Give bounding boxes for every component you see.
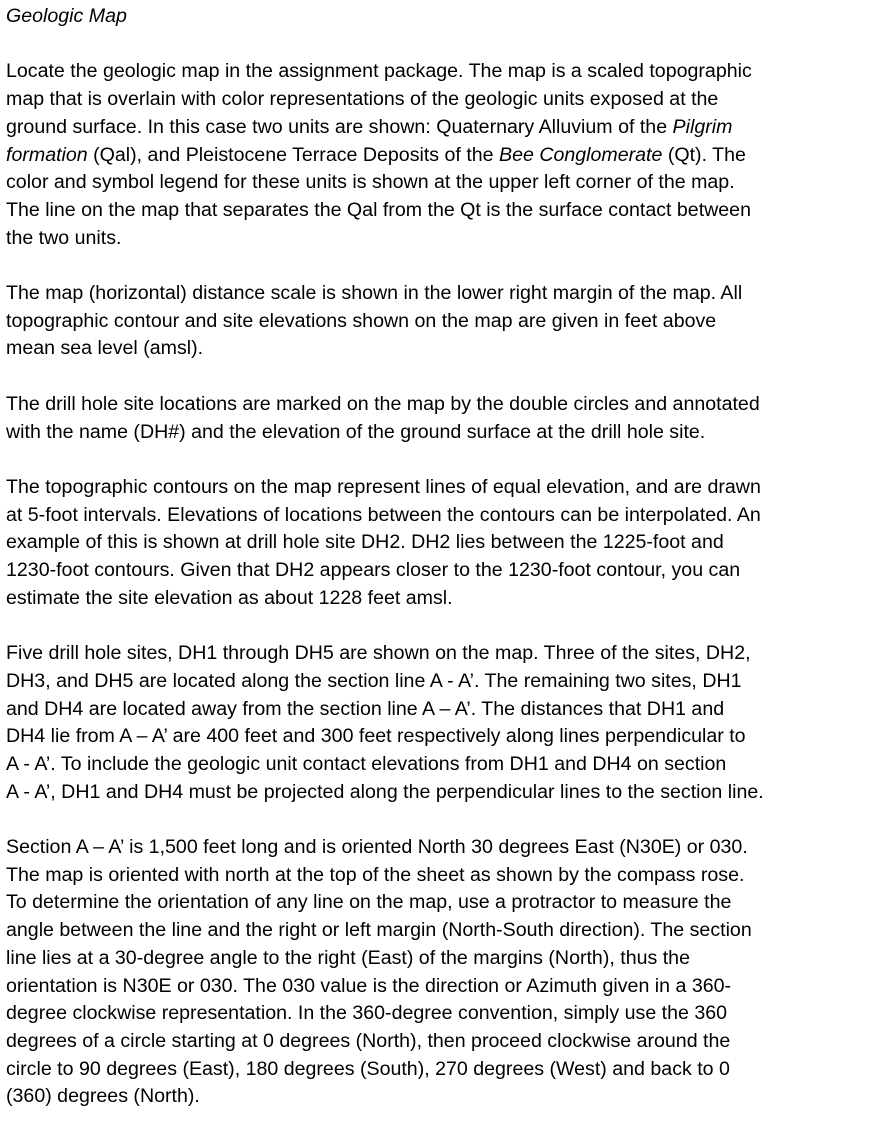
text-line: with the name (DH#) and the elevation of the ground surface at the drill hole site. [6,420,706,443]
text-line: The map is oriented with north at the top of the sheet as shown by the compass rose. [6,863,745,886]
text-line: The drill hole site locations are marked on the map by the double circles and annotated [6,392,760,415]
text-line [6,142,890,170]
text-line: mean sea level (amsl). [6,337,204,360]
formation-name-bee-conglomerate: Bee Conglomerate [499,143,663,166]
paragraph-drill-hole-projection [6,640,890,806]
text-line: A - A’, DH1 and DH4 must be projected along the perpendicular lines to the section line. [6,780,764,803]
text-run: (Qal), and Pleistocene Terrace Deposits of the [87,143,500,166]
text-line: map that is overlain with color representations of the geologic units exposed at the [6,88,719,111]
text-line: angle between the line and the right or left margin (North-South direction). The section [6,919,752,942]
text-line: Locate the geologic map in the assignment package. The map is a scaled topographic [6,60,752,83]
text-line: circle to 90 degrees (East), 180 degrees (South), 270 degrees (West) and back to 0 [6,1057,730,1080]
paragraph-geologic-units [6,58,890,252]
text-line: at 5-foot intervals. Elevations of locations between the contours can be interpolated. An [6,503,761,526]
text-line: topographic contour and site elevations shown on the map are given in feet above [6,309,717,332]
text-line: line lies at a 30-degree angle to the right (East) of the margins (North), thus the [6,946,690,969]
text-line: color and symbol legend for these units is shown at the upper left corner of the map. [6,171,735,194]
paragraph-topographic-contours [6,474,890,613]
text-line: The map (horizontal) distance scale is shown in the lower right margin of the map. All [6,282,743,304]
text-line: estimate the site elevation as about 1228 feet amsl. [6,586,453,609]
text-line: Five drill hole sites, DH1 through DH5 are shown on the map. Three of the sites, DH2, [6,642,751,665]
formation-word: formation [6,143,88,166]
text-line: and DH4 are located away from the section line A – A’. The distances that DH1 and [6,697,725,720]
text-line: degrees of a circle starting at 0 degrees (North), then proceed clockwise around the [6,1029,731,1052]
formation-name-pilgrim: Pilgrim [672,115,733,138]
text-line: The topographic contours on the map represent lines of equal elevation, and are drawn [6,475,761,498]
text-line: DH3, and DH5 are located along the section line A - A’. The remaining two sites, DH1 [6,669,742,692]
text-line: Section A – A’ is 1,500 feet long and is oriented North 30 degrees East (N30E) or 030. [6,836,748,858]
text-line: The line on the map that separates the Qal from the Qt is the surface contact between [6,198,751,221]
text-line: orientation is N30E or 030. The 030 value is the direction or Azimuth given in a 360- [6,974,732,997]
text-line: (360) degrees (North). [6,1085,200,1108]
paragraph-map-scale [6,280,890,363]
paragraph-section-orientation [6,834,890,1111]
document-page [6,3,890,1139]
text-line: DH4 lie from A – A’ are 400 feet and 300 feet respectively along lines perpendicular to [6,725,746,748]
text-line: A - A’. To include the geologic unit contact elevations from DH1 and DH4 on section [6,752,727,775]
text-run: (Qt). The [662,143,746,166]
text-line: degree clockwise representation. In the 360-degree convention, simply use the 360 [6,1002,728,1025]
text-line [6,114,890,142]
paragraph-drill-hole-sites [6,391,890,446]
text-line: 1230-foot contours. Given that DH2 appears closer to the 1230-foot contour, you can [6,559,741,581]
text-line: To determine the orientation of any line on the map, use a protractor to measure the [6,891,732,914]
section-heading: Geologic Map [6,5,127,27]
text-line: the two units. [6,226,122,249]
text-line: example of this is shown at drill hole site DH2. DH2 lies between the 1225-foot and [6,531,724,554]
text-run: ground surface. In this case two units are shown: Quaternary Alluvium of the [6,115,673,138]
